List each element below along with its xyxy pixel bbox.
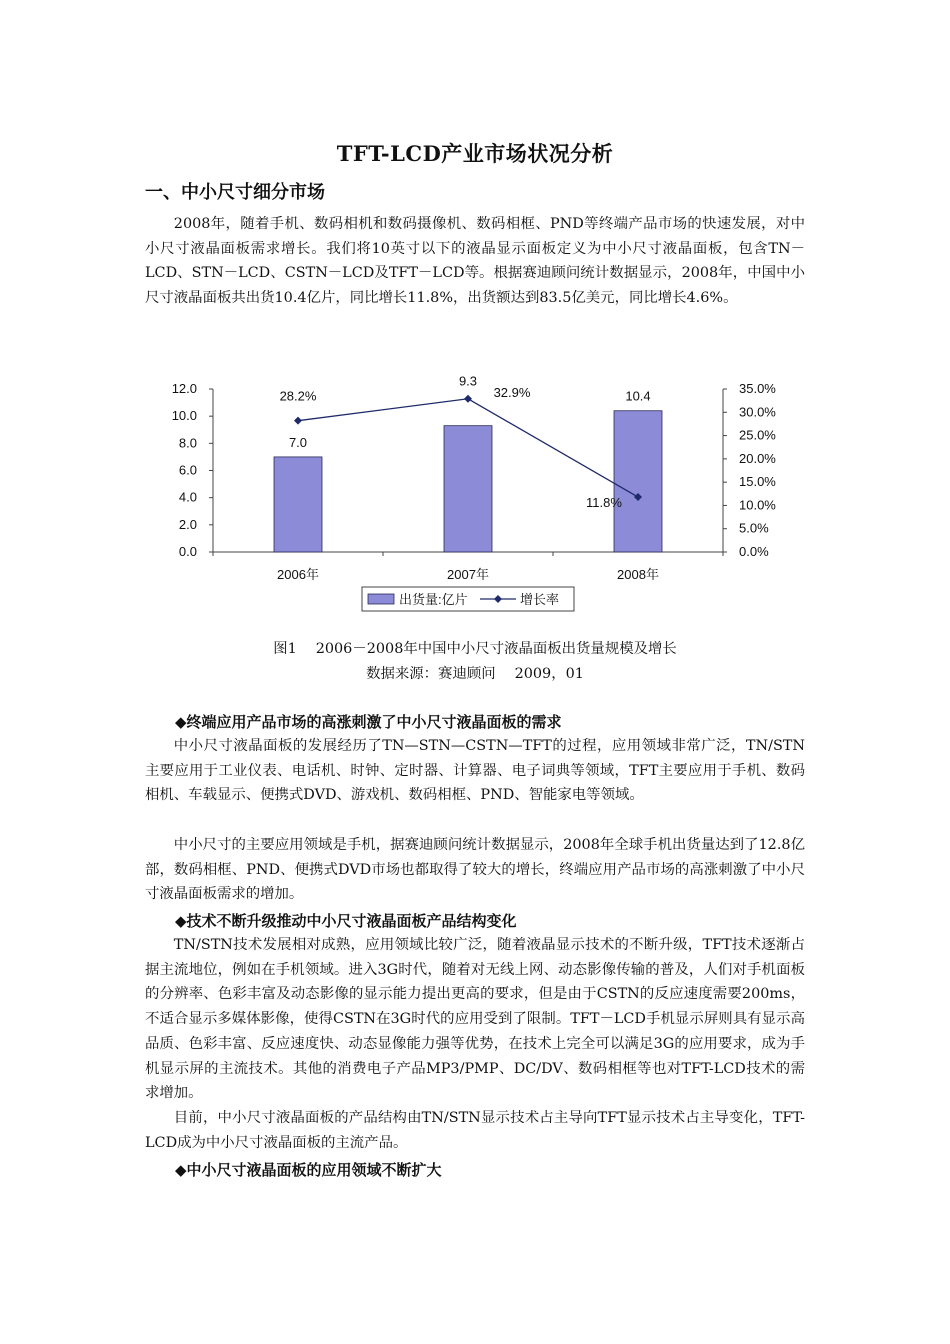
right-tick-label: 5.0% — [739, 520, 769, 536]
paragraph-mobile: 中小尺寸的主要应用领域是手机，据赛迪顾问统计数据显示，2008年全球手机出货量达到了12.8亿部，数码相框、PND、便携式DVD市场也都取得了较大的增长，终端应用产品市场的高涨刺激了中小尺寸液晶面板需求的增加。 — [145, 837, 805, 903]
right-tick-label: 35.0% — [739, 381, 776, 396]
left-tick-label: 12.0 — [171, 381, 197, 396]
bar-data-label: 10.4 — [625, 388, 651, 404]
figure-caption: 图1 2006－2008年中国中小尺寸液晶面板出货量规模及增长 — [273, 641, 677, 657]
shipment-growth-chart — [145, 365, 805, 620]
left-tick-label: 6.0 — [178, 462, 197, 478]
subheading-demand: ◆终端应用产品市场的高涨刺激了中小尺寸液晶面板的需求 — [175, 713, 562, 731]
subheading-technology: ◆技术不断升级推动中小尺寸液晶面板产品结构变化 — [175, 912, 517, 930]
growth-rate-label: 11.8% — [586, 495, 622, 511]
bar-shipment — [614, 411, 662, 552]
section-heading: 一、中小尺寸细分市场 — [145, 182, 325, 203]
intro-paragraph: 2008年，随着手机、数码相机和数码摄像机、数码相框、PND等终端产品市场的快速发展，对中小尺寸液晶面板需求增长。我们将10英寸以下的液晶显示面板定义为中小尺寸液晶面板，包含TN－LCD、STN－LCD、CSTN－LCD及TFT－LCD等。根据赛迪顾问统计数据显示，2008年，中国中小尺寸液晶面板共出货10.4亿片，同比增长11.8%，出货额达到83.5亿美元，同比增长4.6%。 — [145, 216, 805, 307]
growth-rate-point — [294, 417, 302, 425]
bar-data-label: 9.3 — [458, 373, 478, 389]
legend-bar-label: 出货量:亿片 — [399, 592, 468, 607]
x-tick-label: 2008年 — [617, 567, 659, 582]
right-tick-label: 10.0% — [739, 497, 776, 513]
growth-rate-label: 32.9% — [493, 384, 531, 400]
x-tick-label: 2007年 — [447, 567, 489, 582]
right-tick-label: 15.0% — [739, 474, 776, 490]
left-tick-label: 8.0 — [178, 435, 197, 451]
left-tick-label: 4.0 — [178, 489, 197, 505]
growth-rate-label: 28.2% — [279, 388, 317, 404]
paragraph-structure: 目前，中小尺寸液晶面板的产品结构由TN/STN显示技术占主导向TFT显示技术占主导变化，TFT-LCD成为中小尺寸液晶面板的主流产品。 — [145, 1110, 805, 1151]
right-tick-label: 0.0% — [739, 544, 769, 559]
bar-shipment — [274, 457, 322, 552]
document-title: TFT-LCD产业市场状况分析 — [336, 141, 614, 166]
legend-line-label: 增长率 — [520, 592, 560, 607]
legend-bar-swatch — [368, 594, 394, 604]
right-tick-label: 30.0% — [739, 404, 776, 420]
left-tick-label: 2.0 — [178, 516, 197, 532]
right-tick-label: 25.0% — [739, 427, 776, 443]
paragraph-development: 中小尺寸液晶面板的发展经历了TN—STN—CSTN—TFT的过程，应用领域非常广泛，TN/STN主要应用于工业仪表、电话机、时钟、定时器、计算器、电子词典等领域，TFT主要应用于手机、数码相机、车载显示、便携式DVD、游戏机、数码相框、PND、智能家电等领域。 — [145, 738, 805, 804]
paragraph-technology: TN/STN技术发展相对成熟，应用领域比较广泛，随着液晶显示技术的不断升级，TFT技术逐渐占据主流地位，例如在手机领域。进入3G时代，随着对无线上网、动态影像传输的普及，人们对手机面板的分辨率、色彩丰富及动态影像的显示能力提出更高的要求，但是由于CSTN的反应速度需要200ms，不适合显示多媒体影像，使得CSTN在3G时代的应用受到了限制。TFT－LCD手机显示屏则具有显示高品质、色彩丰富、反应速度快、动态显像能力强等优势，在技术上完全可以满足3G的应用要求，成为手机显示屏的主流技术。其他的消费电子产品MP3/PMP、DC/DV、数码相框等也对TFT-LCD技术的需求增加。 — [145, 937, 805, 1102]
growth-rate-point — [464, 395, 472, 403]
bar-shipment — [444, 426, 492, 552]
figure-source: 数据来源：赛迪顾问 2009，01 — [366, 666, 584, 682]
subheading-applications: ◆中小尺寸液晶面板的应用领域不断扩大 — [175, 1161, 442, 1179]
right-tick-label: 20.0% — [739, 450, 776, 466]
bar-data-label: 7.0 — [288, 434, 308, 450]
x-tick-label: 2006年 — [277, 567, 319, 582]
left-tick-label: 0.0 — [178, 544, 197, 559]
left-tick-label: 10.0 — [171, 408, 197, 424]
